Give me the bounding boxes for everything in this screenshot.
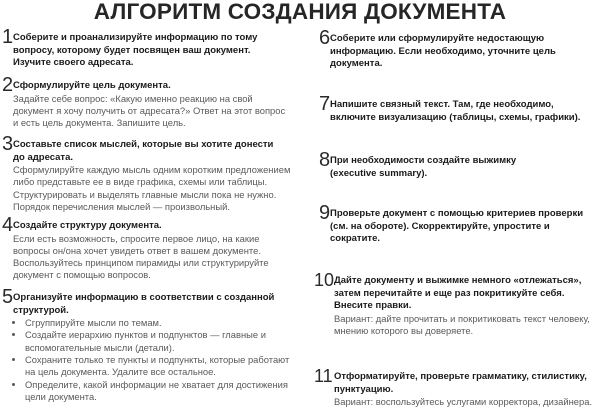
bullet-item bbox=[25, 379, 289, 404]
step-heading-line: (executive summary). bbox=[330, 167, 428, 179]
step-body-line: документ я хочу получить от адресата?» Ответ на этот вопрос bbox=[13, 104, 286, 116]
step-heading-line: Организуйте информацию в соответствии с созданной bbox=[13, 292, 275, 303]
step-number: 7 bbox=[319, 93, 331, 115]
step-heading-line: Соберите и проанализируйте информацию по тому bbox=[13, 32, 258, 43]
step-heading-line: Создайте структуру документа. bbox=[13, 220, 162, 231]
bullet-text: на цель документа. Удалите все остальное. bbox=[25, 366, 216, 378]
step-heading-line: включите визуализацию (таблицы, схемы, графики). bbox=[330, 111, 581, 123]
step-heading-line: документа. bbox=[330, 58, 383, 70]
step-heading-line: Сформулируйте цель документа. bbox=[13, 80, 171, 91]
step-heading-line: информацию. Если необходимо, уточните цель bbox=[330, 45, 556, 57]
bullet-item bbox=[25, 329, 289, 354]
page-title: АЛГОРИТМ СОЗДАНИЯ ДОКУМЕНТА bbox=[93, 0, 507, 24]
step-number: 2 bbox=[2, 74, 14, 96]
step-heading-line: вопросу, которому будет посвящен ваш документ. bbox=[13, 44, 251, 56]
step-body-line: либо представьте ее в виде графика, схемы или таблицы. bbox=[13, 176, 268, 188]
bullet-item bbox=[25, 317, 289, 329]
step-number: 8 bbox=[319, 149, 331, 171]
step-heading-line: Дайте документу и выжимке немного «отлежаться», bbox=[334, 275, 582, 286]
step-body-line: и есть цель документа. Запишите цель. bbox=[13, 117, 186, 129]
bullet-text: Сгруппируйте мысли по темам. bbox=[25, 317, 162, 329]
step-heading-line: пунктуацию. bbox=[334, 383, 394, 395]
step-heading-line: Соберите или сформулируйте недостающую bbox=[330, 33, 545, 44]
step-body-line: Структурировать и выделять главные мысли пока не нужно. bbox=[13, 188, 277, 200]
step-number: 10 bbox=[314, 270, 335, 290]
bullet-text: Сохраните только те пункты и подпункты, которые работают bbox=[25, 354, 290, 366]
step-body-line: мнению которого вы доверяете. bbox=[334, 325, 474, 337]
bullet-text: цели документа. bbox=[25, 390, 97, 402]
step-number: 3 bbox=[2, 133, 14, 155]
step-heading-line: до адресата. bbox=[13, 151, 74, 163]
step-heading-line: Проверьте документ с помощью критериев проверки bbox=[330, 208, 584, 219]
step-number: 11 bbox=[314, 366, 333, 386]
step-body-line: Сформулируйте каждую мысль одним коротким предложением bbox=[13, 164, 291, 176]
step-body-line: Воспользуйтесь принципом пирамиды или структурируйте bbox=[13, 257, 269, 269]
bullet-text: Создайте иерархию пунктов и подпунктов — главные и bbox=[25, 329, 266, 341]
step-body-line: Если есть возможность, спросите первое лицо, на какие bbox=[13, 232, 260, 244]
step-heading-line: сократите. bbox=[330, 233, 380, 245]
step-bullet-list bbox=[13, 317, 289, 403]
step-number: 9 bbox=[319, 202, 331, 224]
step-body-line: документ с помощью вопросов. bbox=[13, 269, 151, 281]
step-heading-line: Внесите правки. bbox=[334, 300, 412, 312]
step-heading-line: структурой. bbox=[13, 304, 69, 316]
step-heading-line: При необходимости создайте выжимку bbox=[330, 155, 517, 166]
step-body-line: Задайте себе вопрос: «Какую именно реакцию на свой bbox=[13, 92, 253, 104]
step-number: 1 bbox=[2, 26, 14, 48]
step-heading-line: (см. на обороте). Скорректируйте, упростите и bbox=[330, 220, 550, 232]
step-heading-line: Напишите связный текст. Там, где необходимо, bbox=[330, 99, 554, 110]
step-heading-line: Составьте список мыслей, которые вы хотите донести bbox=[13, 139, 274, 150]
step-heading-line: Изучите своего адресата. bbox=[13, 57, 134, 69]
step-body-line: Порядок перечисления мыслей — произвольный. bbox=[13, 201, 230, 213]
step-number: 5 bbox=[2, 286, 14, 308]
bullet-text: Определите, какой информации не хватает для достижения bbox=[25, 378, 288, 390]
bullet-item bbox=[25, 354, 289, 379]
step-number: 4 bbox=[2, 214, 14, 236]
step-body-line: Вариант: дайте прочитать и покритиковать текст человеку, bbox=[334, 312, 590, 324]
bullet-text: вспомогательные мысли (детали). bbox=[25, 341, 175, 353]
step-body-line: Вариант: воспользуйтесь услугами корректора, дизайнера. bbox=[334, 396, 593, 408]
step-number: 6 bbox=[319, 27, 331, 49]
step-body-line: вопросы он/она хочет увидеть ответ в вашем документе. bbox=[13, 244, 261, 256]
step-heading-line: Отформатируйте, проверьте грамматику, стилистику, bbox=[334, 371, 587, 382]
step-heading-line: затем перечитайте и еще раз покритикуйте себя. bbox=[334, 287, 565, 299]
